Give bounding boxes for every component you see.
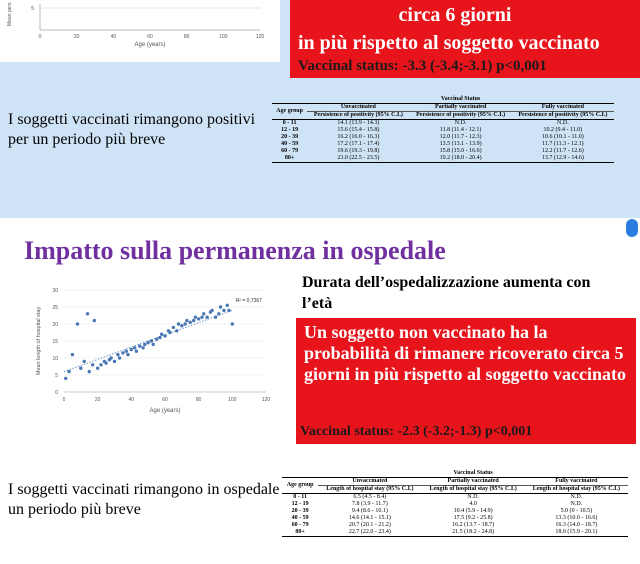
chart-point — [135, 350, 138, 353]
hospital-col-header: Length of hospital stay (95% C.I.) — [525, 486, 628, 494]
chart-point — [116, 353, 119, 356]
hospital-cell-u: 22.7 (22.0 - 23.4) — [318, 529, 421, 537]
chart-point — [91, 363, 94, 366]
chart-point — [180, 324, 183, 327]
chart-point — [158, 336, 161, 339]
persistence-cell-f: 10.6 (10.1 - 11.0) — [541, 134, 584, 140]
hospital-cell-f: N.D. — [570, 501, 583, 507]
hospital-cell-f: 18.0 (15.9 - 20.1) — [525, 529, 628, 537]
partial-chart-x-tick: 0 — [38, 34, 42, 40]
slide-title: Impatto sulla permanenza in ospedale — [24, 236, 446, 265]
hospital-cell-age: 60 - 79 — [291, 522, 309, 528]
chart-point — [192, 319, 195, 322]
hospital-cell-age: 80+ — [282, 529, 318, 537]
bottom-callout-box — [296, 318, 636, 444]
chart-x-tick-label: 80 — [195, 397, 202, 403]
slide-subheading: Durata dell’ospedalizzazione aumenta con l’età — [302, 274, 591, 312]
chart-x-ticks — [63, 397, 271, 403]
chart-point — [227, 309, 230, 312]
persistence-cell-u: 15.6 (15.4 - 15.8) — [337, 127, 380, 133]
chart-y-tick-label: 10 — [52, 356, 58, 362]
chart-point — [121, 351, 124, 354]
chart-point — [79, 367, 82, 370]
bottom-callout-status: Vaccinal status: -2.3 (-3.2;-1.3) p<0,001 — [300, 424, 533, 439]
top-callout-line2: in più rispetto al soggetto vaccinato — [298, 32, 600, 54]
hospital-cell-u: 9.4 (8.6 - 10.1) — [351, 508, 388, 514]
persistence-table-caption: Vaccinal Status — [307, 96, 614, 104]
persistence-table-row — [272, 141, 614, 148]
persistence-col-header: Persistence of positivity (95% C.I.) — [512, 112, 614, 120]
persistence-table-row — [272, 134, 614, 141]
scroll-handle[interactable] — [626, 219, 638, 237]
chart-point — [99, 363, 102, 366]
chart-points — [64, 304, 234, 381]
chart-point — [126, 353, 129, 356]
chart-point — [217, 312, 220, 315]
chart-point — [202, 312, 205, 315]
chart-point — [109, 356, 112, 359]
persistence-cell-f: 13.7 (12.9 - 14.6) — [512, 155, 614, 163]
persistence-table-row — [272, 148, 614, 155]
chart-xlabel: Age (years) — [149, 408, 181, 414]
hospital-col-header: Length of hospital stay (95% C.I.) — [422, 486, 525, 494]
hospital-stay-table — [282, 470, 628, 537]
hospital-cell-age: 12 - 19 — [291, 501, 309, 507]
chart-y-tick-label: 30 — [52, 288, 58, 294]
hospital-table-row — [282, 508, 628, 515]
persistence-cell-age: 20 - 39 — [281, 134, 299, 140]
hospital-table-row — [282, 529, 628, 537]
persistence-cell-p: 12.0 (11.7 - 12.3) — [439, 134, 482, 140]
chart-gridlines — [64, 290, 266, 392]
persistence-table-row — [272, 127, 614, 134]
chart-point — [226, 304, 229, 307]
chart-point — [163, 334, 166, 337]
chart-point — [168, 331, 171, 334]
partial-chart-x-tick: 40 — [110, 34, 117, 40]
chart-point — [210, 309, 213, 312]
chart-point — [125, 350, 128, 353]
hospital-table-row — [282, 501, 628, 508]
persistence-group-unvaccinated: Unvaccinated — [307, 104, 409, 112]
hospital-group-unvaccinated: Unvaccinated — [318, 478, 421, 486]
chart-point — [141, 346, 144, 349]
persistence-cell-f: 12.2 (11.7 - 12.6) — [541, 148, 584, 154]
persistence-cell-f: N.D. — [557, 120, 569, 126]
chart-point — [64, 377, 67, 380]
persistence-cell-u: 16.2 (16.0 - 16.3) — [337, 134, 380, 140]
partial-chart-x-tick: 120 — [255, 34, 265, 40]
chart-x-tick-label: 60 — [162, 397, 168, 403]
persistence-group-full: Fully vaccinated — [512, 104, 614, 112]
persistence-cell-p: 15.8 (15.0 - 16.6) — [439, 148, 482, 154]
partial-chart-ylabel: Mean pers — [7, 2, 13, 26]
hospital-cell-age: 20 - 39 — [291, 508, 309, 514]
hospital-cell-age: 0 - 11 — [293, 494, 307, 500]
chart-x-tick-label: 40 — [128, 397, 135, 403]
chart-point — [222, 309, 225, 312]
chart-y-tick-label: 0 — [55, 390, 58, 396]
chart-point — [189, 321, 192, 324]
chart-point — [214, 316, 217, 319]
partial-chart-svg — [0, 0, 280, 62]
persistence-cell-age: 12 - 19 — [281, 127, 299, 133]
persistence-cell-age: 80+ — [272, 155, 307, 163]
top-callout-line1: circa 6 giorni — [398, 4, 512, 26]
hospital-cell-f: N.D. — [570, 494, 583, 500]
chart-point — [172, 326, 175, 329]
hospital-cell-f: 16.3 (14.0 - 18.7) — [555, 522, 598, 528]
persistence-cell-f: 11.7 (11.3 - 12.1) — [542, 141, 584, 147]
hospital-cell-age: 40 - 59 — [291, 515, 309, 521]
hospital-table-row — [282, 515, 628, 522]
hospital-cell-p: 16.2 (13.7 - 18.7) — [452, 522, 495, 528]
partial-chart-x-tick: 100 — [219, 34, 228, 40]
chart-x-tick-label: 120 — [261, 397, 271, 403]
persistence-cell-u: 17.2 (17.1 - 17.4) — [337, 141, 380, 147]
partial-chart-x-tick: 80 — [183, 34, 190, 40]
chart-point — [152, 343, 155, 346]
chart-point — [118, 356, 121, 359]
chart-point — [150, 339, 153, 342]
partial-chart — [0, 0, 280, 62]
hospital-cell-u: 14.6 (14.1 - 15.1) — [348, 515, 391, 521]
chart-point — [113, 360, 116, 363]
hospital-age-header: Age group — [282, 478, 318, 494]
top-summary-text: I soggetti vaccinati rimangono positivi per un periodo più breve — [8, 111, 256, 148]
persistence-age-header: Age group — [272, 104, 307, 120]
top-slide — [0, 0, 640, 218]
chart-point — [93, 319, 96, 322]
hospital-cell-p: 17.5 (9.2 - 25.8) — [453, 515, 493, 521]
persistence-cell-age: 60 - 79 — [281, 148, 299, 154]
chart-r2-label: R² = 0,7367 — [235, 297, 262, 304]
chart-y-tick-label: 5 — [55, 373, 58, 379]
chart-point — [138, 344, 141, 347]
hospital-cell-f: 13.3 (10.0 - 16.6) — [555, 515, 598, 521]
bottom-summary-text: I soggetti vaccinati rimangono in ospedale un periodo più breve — [8, 481, 280, 518]
persistence-table — [272, 96, 614, 163]
persistence-cell-u: 14.1 (13.9 - 14.3) — [337, 120, 380, 126]
chart-point — [231, 322, 234, 325]
chart-point — [86, 312, 89, 315]
chart-point — [143, 343, 146, 346]
partial-chart-x-ticks — [39, 34, 265, 40]
persistence-table-row — [272, 155, 614, 163]
hospital-cell-u: 6.5 (4.5 - 8.4) — [353, 494, 387, 500]
chart-point — [133, 346, 136, 349]
persistence-cell-f: 10.2 (9.4 - 11.0) — [543, 127, 583, 133]
hospital-cell-u: 7.8 (3.9 - 11.7) — [351, 501, 388, 507]
hospital-cell-p: 4.0 — [469, 501, 477, 507]
chart-y-tick-label: 25 — [52, 305, 58, 311]
chart-point — [146, 341, 149, 344]
persistence-cell-age: 40 - 59 — [281, 141, 299, 147]
persistence-cell-p: 19.2 (18.0 - 20.4) — [409, 155, 511, 163]
chart-y-ticks — [52, 288, 58, 396]
chart-point — [67, 370, 70, 373]
persistence-col-header: Persistence of positivity (95% C.I.) — [409, 112, 511, 120]
chart-y-tick-label: 15 — [52, 339, 58, 345]
chart-x-tick-label: 0 — [62, 397, 66, 403]
hospital-table-row — [282, 494, 628, 502]
hospital-cell-p: N.D. — [467, 494, 479, 500]
chart-point — [83, 360, 86, 363]
chart-point — [175, 329, 178, 332]
chart-point — [71, 353, 74, 356]
hospital-stay-scatter-chart — [30, 284, 276, 418]
chart-point — [88, 370, 91, 373]
persistence-cell-p: 11.8 (11.4 - 12.1) — [439, 127, 482, 133]
persistence-cell-age: 0 - 11 — [282, 120, 297, 126]
chart-point — [130, 348, 133, 351]
chart-point — [184, 322, 187, 325]
persistence-table-row — [272, 120, 614, 128]
chart-point — [177, 322, 180, 325]
top-callout-status: Vaccinal status: -3.3 (-3.4;-3.1) p<0,001 — [298, 58, 547, 74]
top-callout-box — [290, 0, 640, 78]
chart-point — [96, 367, 99, 370]
hospital-table-row — [282, 522, 628, 529]
chart-point — [197, 317, 200, 320]
persistence-cell-p: 13.5 (13.1 - 13.9) — [439, 141, 482, 147]
chart-point — [160, 333, 163, 336]
hospital-group-partial: Partially vaccinated — [422, 478, 525, 486]
hospital-cell-p: 10.4 (5.9 - 14.9) — [453, 508, 493, 514]
partial-chart-x-tick: 60 — [147, 34, 153, 40]
chart-point — [155, 338, 158, 341]
chart-point — [76, 322, 79, 325]
persistence-cell-u: 23.0 (22.5 - 23.5) — [307, 155, 409, 163]
bottom-callout-text: Un soggetto non vaccinato ha la probabilità di rimanere ricoverato circa 5 giorni in più rispetto al soggetto vaccinato — [304, 322, 626, 384]
chart-ylabel: Mean length of hospital stay — [36, 306, 42, 376]
hospital-cell-u: 20.7 (20.1 - 21.2) — [348, 522, 391, 528]
hospital-cell-f: 5.0 (0 - 10.5) — [560, 508, 593, 514]
hospital-col-header: Length of hospital stay (95% C.I.) — [318, 486, 421, 494]
partial-chart-y-tick: 5 — [31, 6, 34, 12]
persistence-group-partial: Partially vaccinated — [409, 104, 511, 112]
chart-point — [219, 305, 222, 308]
chart-point — [104, 361, 107, 364]
chart-point — [205, 316, 208, 319]
persistence-col-header: Persistence of positivity (95% C.I.) — [307, 112, 409, 120]
hospital-group-full: Fully vaccinated — [525, 478, 628, 486]
chart-point — [194, 316, 197, 319]
chart-point — [200, 316, 203, 319]
chart-point — [185, 319, 188, 322]
hospital-cell-p: 21.5 (18.2 - 24.8) — [422, 529, 525, 537]
chart-x-tick-label: 100 — [228, 397, 237, 403]
persistence-cell-p: N.D. — [454, 120, 467, 126]
hospital-table-caption: Vaccinal Status — [318, 470, 628, 478]
chart-y-tick-label: 20 — [52, 322, 58, 328]
partial-chart-xlabel: Age (years) — [134, 42, 166, 48]
partial-chart-x-tick: 20 — [73, 34, 80, 40]
persistence-cell-u: 19.6 (19.3 - 19.8) — [337, 148, 380, 154]
chart-x-tick-label: 20 — [94, 397, 101, 403]
